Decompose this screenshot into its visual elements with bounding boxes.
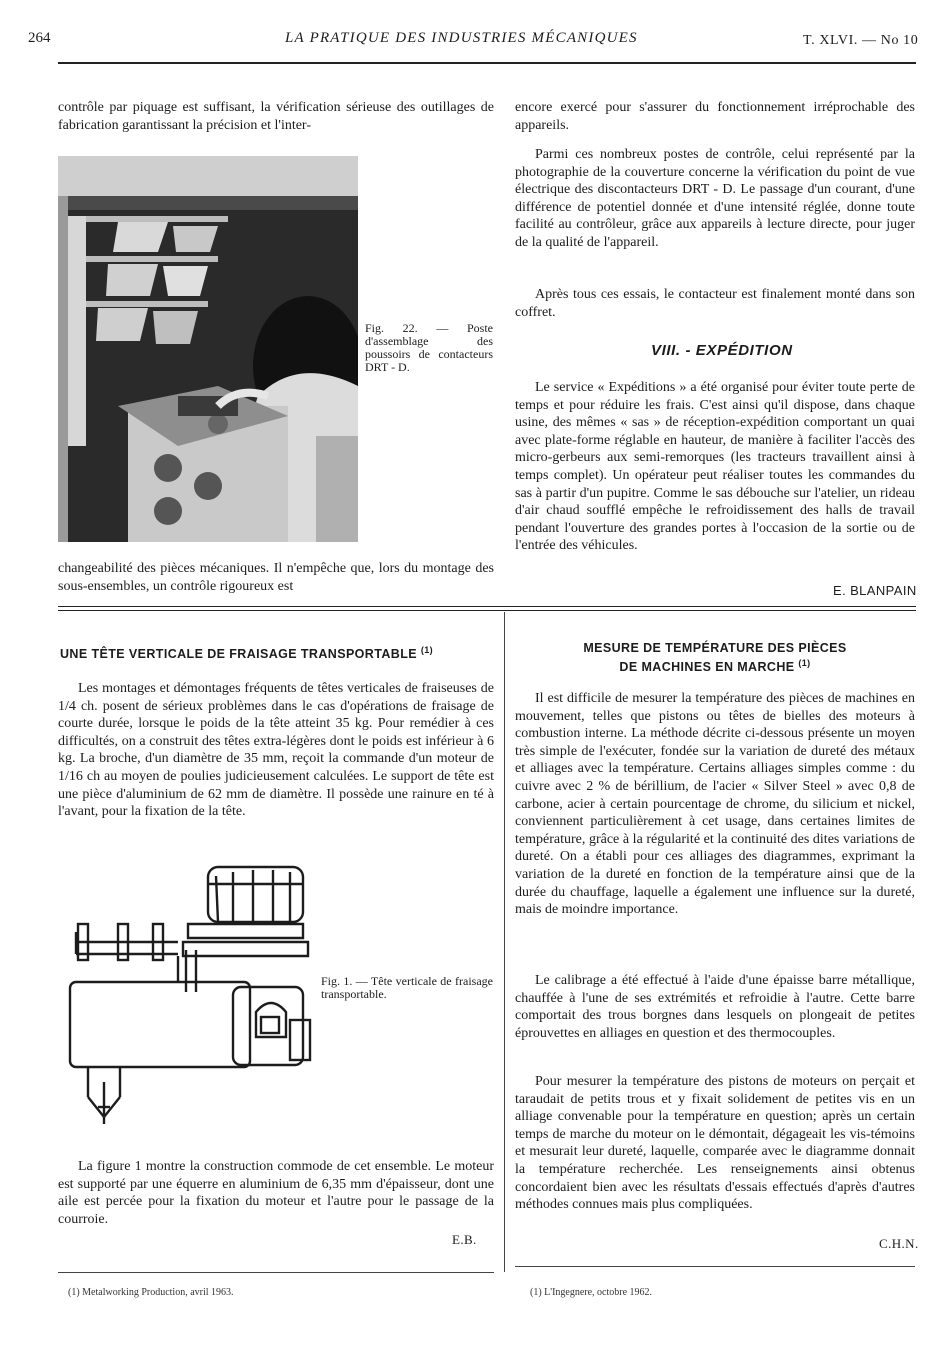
footnote-rule-right [515,1266,915,1267]
figure-22-photo [58,156,358,542]
footnote-ref: (1) [420,645,434,655]
footnote-left: (1) Metalworking Production, avril 1963. [68,1287,234,1298]
footnote-rule-left [58,1272,494,1273]
signature-eb: E.B. [452,1232,477,1247]
footnote-ref-right: (1) [798,658,811,668]
figure-1-caption: Fig. 1. — Tête verticale de fraisage transportable. [321,974,493,1001]
column-divider [504,612,505,1272]
article-title-fraisage-text: UNE TÊTE VERTICALE DE FRAISAGE TRANSPORTABLE [60,647,417,662]
paragraph-top-left-end: changeabilité des pièces mécaniques. Il n'empêche que, lors du montage des sous-ensembles, un contrôle rigoureux est [58,561,494,594]
footnote-right: (1) L'Ingegnere, octobre 1962. [530,1287,653,1298]
figure-1-drawing [68,862,313,1127]
paragraph-top-right-3: Après tous ces essais, le contacteur est finalement monté dans son coffret. [515,287,915,320]
article-separator-rule [58,606,916,607]
article-title-fraisage [60,643,433,662]
figure-22-caption: Fig. 22. — Poste d'assemblage des poussoirs de contacteurs DRT - D. [365,321,493,374]
article-separator-rule-2 [58,610,916,611]
paragraph-fraisage-1: Les montages et démontages fréquents de têtes verticales de fraiseuses de 1/4 ch. posent de sérieux problèmes dans le cas d'opérations de fraisage de courte durée, lorsque le poids de la tête atteint 35 kg. Pour remédier à ces difficultés, on a construit des têtes extra-légères dont le poids est inférieur à 6 kg. La broche, d'un diamètre de 35 mm, reçoit la commande d'un moteur de 1/16 ch au moyen de poulies judicieusement calculées. Le support de tête est une pièce d'aluminium de 62 mm de diamètre. Il possède une rainure en té à l'avant, pour la fixation de la tête. [58,681,494,820]
article-title-temperature-line2: DE MACHINES EN MARCHE [619,660,795,675]
journal-title: LA PRATIQUE DES INDUSTRIES MÉCANIQUES [285,30,638,46]
article-title-temperature-line2-wrap [515,656,915,675]
signature-blanpain: E. BLANPAIN [833,583,917,598]
header-rule [58,62,916,64]
milling-head-diagram [68,862,313,1127]
paragraph-top-right-4: Le service « Expéditions » a été organisé pour éviter toute perte de temps et pour réduire les frais. C'est ainsi qu'il dispose, dans chaque usine, des mêmes « sas » de réception-expédition comportant un quai avec plate-forme réglable en hauteur, de manière à faciliter l'accès des micro-gerbeurs aux semi-remorques (les tracteurs travaillent ainsi à temps complet). Un opérateur peut réaliser toutes les commandes du sas à partir d'un pupitre. Comme le sas débouche sur l'atelier, un rideau d'air chaud soufflé empêche le refroidissement des halls de travail pendant l'ouverture des grandes portes à l'occasion de la sortie ou de l'entrée des véhicules. [515,380,915,554]
page-number: 264 [28,30,51,46]
paragraph-temperature-1: Il est difficile de mesurer la température des pièces de machines en mouvement, telles que pistons ou têtes de bielles des moteurs à combustion interne. La méthode décrite ci-dessous présente un moyen très simple de l'exécuter, fondée sur la variation de dureté des métaux et alliages avec la température. Certains alliages simples comme : du cuivre avec 2 % de bérillium, de l'acier « Silver Steel » avec 0,8 de carbone, acier à certain pourcentage de chrome, du silicium et nickel, conviennent particulièrement à cet usage, dans certaines limites de température, grâce à la régularité et la continuité des dites variations de dureté. On a établi pour ces alliages des diagrammes, exprimant la variation de la dureté en fonction de la température ainsi que de la durée du chauffage, laquelle a également une influence sur la dureté, mais de moindre importance. [515,691,915,918]
paragraph-temperature-2: Le calibrage a été effectué à l'aide d'une épaisse barre métallique, chauffée à l'une de ses extrémités et refroidie à l'autre. Cette barre comportait des trous borgnes dans lesquels on plongeait de petites éprouvettes en alliages en question et des thermocouples. [515,973,915,1041]
workshop-photo-illustration [58,156,358,542]
signature-chn: C.H.N. [879,1236,919,1251]
paragraph-top-right-2: Parmi ces nombreux postes de contrôle, celui représenté par la photographie de la couverture concerne la vérification du point de vue électrique des discontacteurs DRT - D. Le passage d'un courant, d'une différence de potentiel donnée et d'une intensité réglée, donne toute facilité au contrôleur, grâce aux appareils à lecture directe, pour juger de la qualité de l'appareil. [515,147,915,250]
paragraph-fraisage-2: La figure 1 montre la construction commode de cet ensemble. Le moteur est supporté par une équerre en aluminium de 6,35 mm d'épaisseur, dont une aile est percée pour la fixation du moteur et l'autre pour le passage de la courroie. [58,1159,494,1227]
paragraph-top-right-1: encore exercé pour s'assurer du fonctionnement irréprochable des appareils. [515,100,915,133]
volume-number: T. XLVI. — No 10 [803,33,919,48]
paragraph-temperature-3: Pour mesurer la température des pistons de moteurs on perçait et taraudait de petits trous et y fixait solidement de petites vis en un alliage convenable pour la température en question; après un certain temps de marche du moteur on le démontait, dégageait les vis-témoins et mesurait leur dureté, laquelle, comparée avec le diagramme donnait la température recherchée. Les renseignements ainsi obtenus concordaient bien avec les résultats d'essais effectués d'après d'autres méthodes connues mais plus compliquées. [515,1074,915,1213]
article-title-temperature-line1: MESURE DE TEMPÉRATURE DES PIÈCES [583,641,847,655]
section-heading-expedition: VIII. - EXPÉDITION [651,342,793,359]
paragraph-top-left-continued: contrôle par piquage est suffisant, la vérification sérieuse des outillages de fabrication garantissant la précision et l'inter- [58,100,494,133]
article-title-temperature [515,641,915,675]
